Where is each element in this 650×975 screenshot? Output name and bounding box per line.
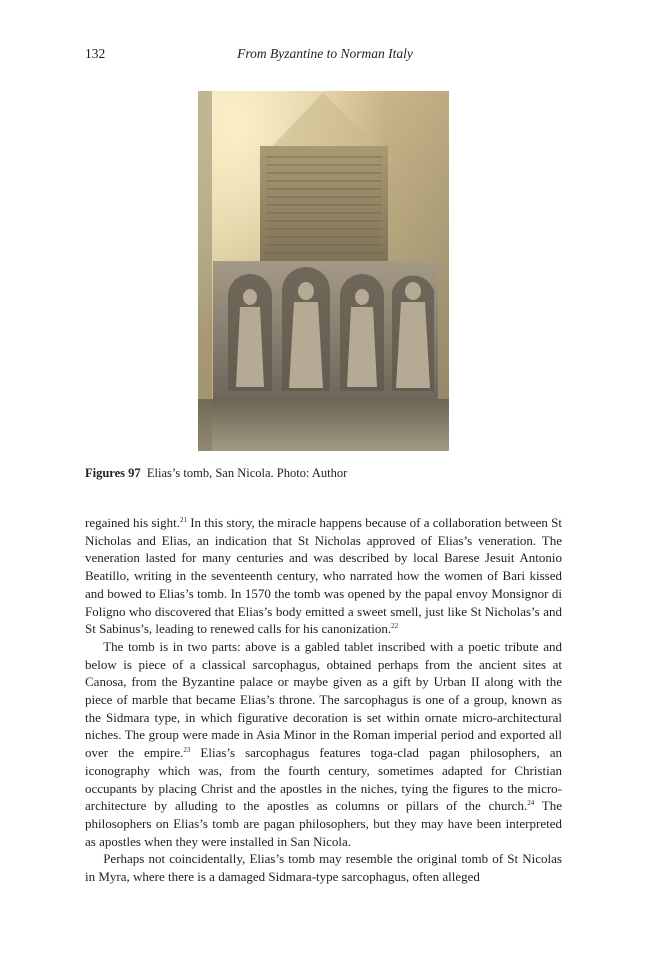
text-run: Perhaps not coincidentally, Elias’s tomb may resemble the original tomb of St Nicolas in Myra, where there is a damaged Sidmara-type sarcophagus, often alleged [85, 851, 562, 885]
text-run: In this story, the miracle happens because of a collaboration between St Nicholas and Elias, an indication that St Nicholas approved of Elias’s veneration. The veneration lasted for many centuries and was described by local Barese Jesuit Antonio Beatillo, writing in the seventeenth century, who narrated how the women of Bari kissed and bowed to Elias’s tomb. In 1570 the tomb was opened by the papal envoy Monsignor di Foligno who discovered that Elias’s body emitted a sweet smell, just like St Nicholas’s and St Sabinus’s, leading to renewed calls for his canonization. [85, 515, 562, 637]
paragraph-2 [85, 638, 562, 850]
paragraph-1 [85, 514, 562, 638]
page-number: 132 [85, 46, 106, 61]
caption-label: Figures 97 [85, 466, 141, 480]
running-head: From Byzantine to Norman Italy [237, 46, 413, 61]
footnote-ref: 21 [179, 516, 187, 524]
figure-caption [85, 466, 565, 481]
footnote-ref: 23 [183, 746, 191, 755]
text-run: The philosophers on Elias’s tomb are pagan philosophers, but they may have been interpreted as apostles when they were installed in San Nicola. [85, 798, 562, 849]
tomb-photo [198, 91, 449, 451]
text-run: The tomb is in two parts: above is a gabled tablet inscribed with a poetic tribute and below is piece of a classical sarcophagus, obtained perhaps from the ancient sites at Canosa, from the Byzantine palace or maybe given as a gift by Urban II along with the piece of marble that became Elias’s throne. The sarcophagus is one of a group, known as the Sidmara type, in which figurative decoration is set within ornate micro-architectural niches. The group were made in Asia Minor in the Roman imperial period and exported all over the empire. [85, 638, 562, 761]
body-text [85, 514, 562, 886]
footnote-ref: 24 [527, 799, 535, 808]
text-run: Elias’s sarcophagus features toga-clad pagan philosophers, an iconography which was, from the fourth century, sometimes adapted for Christian occupants by placing Christ and the apostles in the niches, tying the figures to the micro-architecture by alluding to the apostles as columns or pillars of the church. [85, 745, 562, 814]
footnote-ref: 22 [391, 622, 399, 631]
paragraph-3 [85, 850, 562, 885]
caption-text: Elias’s tomb, San Nicola. Photo: Author [146, 466, 348, 480]
text-run: regained his sight. [85, 515, 180, 530]
